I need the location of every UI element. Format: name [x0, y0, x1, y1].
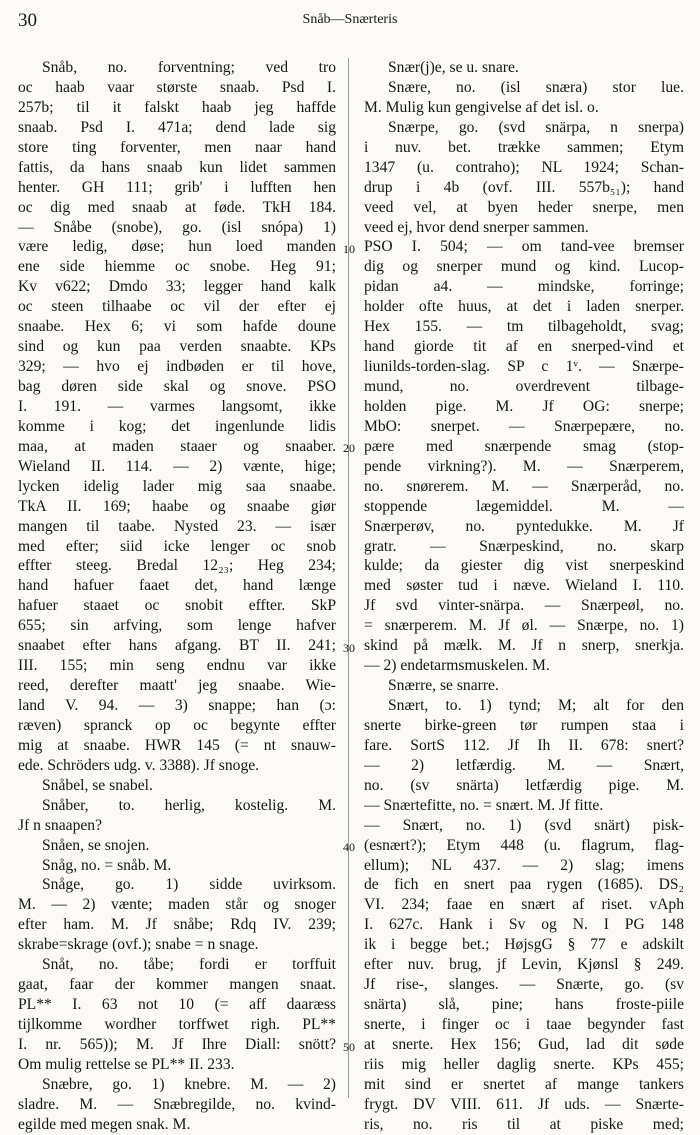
text-line: Hex 155. — tm tilbageholdt, svag;	[364, 318, 684, 336]
text-line: reed, derefter maatt' jeg snaabe. Wie-	[18, 677, 336, 695]
text-line: snaabe. Hex 6; vi som hafde doune	[18, 318, 336, 336]
text-line: III. 155; min seng endnu var ikke	[18, 657, 336, 675]
text-line: I. nr. 565)); M. Jf Ihre Diall: snött?	[18, 1035, 336, 1053]
text-line: være ledig, døse; hun loed manden	[18, 238, 336, 256]
text-line: land V. 94. — 3) snappe; han (ɔ:	[18, 697, 336, 714]
text-line: oc haab vaar største snaab. Psd I.	[18, 78, 336, 96]
text-line: Snære, no. (isl snæra) stor lue.	[388, 78, 684, 96]
text-line: effter steeg. Bredal 12₂₃; Heg 234;	[18, 557, 336, 575]
text-line: fare. SortS 112. Jf Ih II. 678: snert?	[364, 736, 684, 754]
text-line: riis mig heller daglig snerte. KPs 455;	[364, 1055, 684, 1073]
text-line: store ting forventer, men naar hand	[18, 138, 336, 156]
line-number: 50	[343, 1039, 355, 1054]
text-line: Wieland II. 114. — 2) vænte, hige;	[18, 457, 336, 475]
text-line: gaat, faar der kommer mangen snaat.	[18, 976, 336, 994]
text-line: — Snært, no. 1) (svd snärt) pisk-	[364, 816, 684, 834]
text-line: PSO I. 504; — om tand-vee bremser	[364, 238, 684, 256]
text-line: mund, no. overdrevent tilbage-	[364, 378, 684, 395]
column-rule	[348, 58, 349, 1098]
text-line: (esnært?); Etym 448 (u. flagrum, flag-	[364, 836, 684, 854]
text-line: 329; — hvo ej indbøden er til hove,	[18, 358, 336, 376]
text-line: I. 627c. Hank i Sv og N. I PG 148	[364, 916, 684, 934]
text-line: mit sind er snertet af mange tankers	[364, 1075, 684, 1093]
text-line: kulde; da giester dig vist snerpeskind	[364, 557, 684, 575]
text-line: frygt. DV VIII. 611. Jf uds. — Snærte-	[364, 1095, 684, 1113]
text-line: Snærpe, go. (svd snärpa, n snerpa)	[388, 118, 684, 136]
line-number: 20	[343, 441, 355, 456]
text-line: Snåg, no. = snåb. M.	[42, 856, 172, 874]
page-number: 30	[18, 10, 37, 31]
text-line: mig at snaabe. HWR 145 (= nt snauw-	[18, 736, 336, 754]
text-line: med efter; siid icke lenger oc snob	[18, 537, 336, 555]
text-line: snerte, i finger oc i taae begynder fast	[364, 1016, 684, 1033]
text-line: Om mulig rettelse se PL** II. 233.	[18, 1055, 235, 1073]
text-line: mangen til taabe. Nysted 23. — især	[18, 517, 336, 535]
text-line: ellum); NL 437. — 2) slag; imens	[364, 856, 684, 874]
text-line: ene side hiemme oc snobe. Heg 91;	[18, 258, 336, 276]
text-line: skrabe=skrage (ovf.); snabe = n snage.	[18, 936, 259, 954]
text-line: sind og kun paa verden snaabte. KPs	[18, 338, 336, 356]
text-line: Jf svd vinter-snärpa. — Snærpeøl, no.	[364, 597, 684, 615]
text-line: i nuv. bet. trække sammen; Etym	[364, 138, 684, 156]
text-line: oc dig med snaab at føde. TkH 184.	[18, 198, 336, 216]
line-number: 30	[343, 640, 355, 655]
text-line: Kv v622; Dmdo 33; legger hand kalk	[18, 278, 336, 296]
text-line: hand giorde tit af en snerped-vind et	[364, 338, 684, 356]
text-line: 1347 (u. contraho); NL 1924; Schan-	[364, 158, 684, 176]
text-line: liunilds-torden-slag. SP c 1ᵛ. — Snærpe-	[364, 358, 684, 376]
text-line: gratr. — Snærpeskind, no. skarp	[364, 537, 684, 555]
text-line: ræven) spranck op oc begynte effter	[18, 716, 336, 734]
text-line: stoppende lægemiddel. M. —	[364, 497, 684, 515]
text-line: — 2) letfærdig. M. — Snært,	[364, 756, 684, 774]
text-line: efter ham. M. Jf snåbe; Rdq IV. 239;	[18, 916, 336, 934]
text-line: veed ej, hvor dend snerper sammen.	[364, 218, 589, 236]
text-line: holden pige. M. Jf OG: snerpe;	[364, 397, 684, 415]
text-line: Snåber, to. herlig, kostelig. M.	[42, 796, 336, 814]
text-line: fattis, da hans snaab kun lidet sammen	[18, 158, 336, 176]
text-line: Snærperøv, no. pyntedukke. M. Jf	[364, 517, 684, 535]
text-line: MbO: snerpet. — Snærpepære, no.	[364, 417, 684, 435]
text-line: — Snærtefitte, no. = snært. M. Jf fitte.	[364, 796, 604, 814]
text-line: Snåbel, se snabel.	[42, 776, 153, 794]
text-line: Snåt, no. tåbe; fordi er torffuit	[42, 956, 336, 974]
text-line: ris, no. ris til at piske med;	[364, 1115, 684, 1133]
text-line: snerte birke-green tør rumpen staa i	[364, 716, 684, 734]
text-line: ik i begge bet.; HøjsgG § 77 e adskilt	[364, 936, 684, 954]
text-line: skind på mælk. M. Jf n snerp, snerkja.	[364, 637, 684, 655]
text-line: tijlkomme wordher torffwet righ. PL**	[18, 1016, 336, 1033]
text-line: maa, at maden staaer og snaaber.	[18, 437, 336, 455]
text-line: hafuer staaet oc snobit effter. SkP	[18, 597, 336, 615]
running-head: Snåb—Snærteris	[302, 12, 398, 27]
text-line: snaabet efter hans afgang. BT II. 241;	[18, 637, 336, 655]
text-line: Snåen, se snojen.	[42, 836, 150, 854]
text-line: at snerte. Hex 156; Gud, lad dit søde	[364, 1035, 684, 1053]
text-line: henter. GH 111; grib' i lufften hen	[18, 178, 336, 196]
text-line: Snæbre, go. 1) knebre. M. — 2)	[42, 1075, 336, 1093]
text-line: lycken idelig lader mig saa snaabe.	[18, 477, 336, 495]
text-line: oc steen tilhaabe oc vil der efter ej	[18, 298, 336, 316]
text-line: Snær(j)e, se u. snare.	[388, 59, 519, 76]
text-line: 257b; til it falskt haab jeg haffde	[18, 98, 336, 116]
text-line: M. — 2) vænte; maden står og snoger	[18, 896, 336, 914]
text-line: dig og snerper mund og kind. Lucop-	[364, 258, 684, 276]
text-line: Jf rise-, slanges. — Snærte, go. (sv	[364, 976, 684, 994]
text-line: pære med snærpende smag (stop-	[364, 437, 684, 455]
text-line: holder ofte huus, at det i laden snerper.	[364, 298, 684, 316]
text-line: VI. 234; faae en snært af riset. vAph	[364, 896, 684, 914]
text-line: de fich en snert paa rygen (1685). DS₂	[364, 876, 684, 894]
text-line: bag døren side skal og snove. PSO	[18, 378, 336, 395]
text-line: snärta) slå, pine; hans froste-piile	[364, 996, 684, 1014]
text-line: no. (sv snärta) letfærdig pige. M.	[364, 776, 684, 794]
left-column	[18, 58, 336, 1135]
text-line: egilde med megen snak. M.	[18, 1115, 191, 1133]
text-line: Snært, to. 1) tynd; M; alt for den	[388, 697, 684, 714]
text-line: M. Mulig kun gengivelse af det isl. o.	[364, 98, 599, 116]
text-line: snaab. Psd I. 471a; dend lade sig	[18, 118, 336, 136]
text-line: Snåge, go. 1) sidde uvirksom.	[42, 876, 336, 894]
text-line: — Snåbe (snobe), go. (isl snópa) 1)	[18, 218, 336, 236]
text-line: pende virkning?). M. — Snærperem,	[364, 457, 684, 475]
text-line: pidan a4. — mindske, forringe;	[364, 278, 684, 296]
text-line: Jf n snaapen?	[18, 816, 102, 834]
text-line: 655; sin arfving, som lenge hafver	[18, 617, 336, 635]
text-line: komme i kog; det ingenlunde lidis	[18, 417, 336, 435]
text-line: — 2) endetarmsmuskelen. M.	[364, 657, 550, 675]
text-line: ede. Schröders udg. v. 3388). Jf snoge.	[18, 756, 260, 774]
text-line: I. 191. — varmes langsomt, ikke	[18, 397, 336, 415]
text-line: sladre. M. — Snæbregilde, no. kvind-	[18, 1095, 336, 1113]
text-line: = snærperem. M. Jf øl. — Snærpe, no. 1)	[364, 617, 684, 635]
text-line: PL** I. 63 not 10 (= aff daaræss	[18, 996, 336, 1014]
text-line: Snåb, no. forventning; ved tro	[42, 59, 336, 76]
text-line: veed vel, at byen heder snerpe, men	[364, 198, 684, 216]
text-line: no. snørerem. M. — Snærperåd, no.	[364, 477, 684, 495]
right-column	[364, 58, 684, 1135]
text-line: efter nuv. brug, jf Levin, Kjønsl § 249.	[364, 956, 684, 974]
text-line: hand hafuer faaet det, hand længe	[18, 577, 336, 595]
text-line: Snærre, se snarre.	[388, 677, 499, 695]
text-line: TkA II. 169; haabe og snaabe giør	[18, 497, 336, 515]
text-line: drup i 4b (ovf. III. 557b₅₁); hand	[364, 178, 684, 196]
line-number: 10	[343, 241, 355, 256]
text-line: med søster tud i næve. Wieland I. 110.	[364, 577, 684, 595]
line-number: 40	[343, 840, 355, 855]
